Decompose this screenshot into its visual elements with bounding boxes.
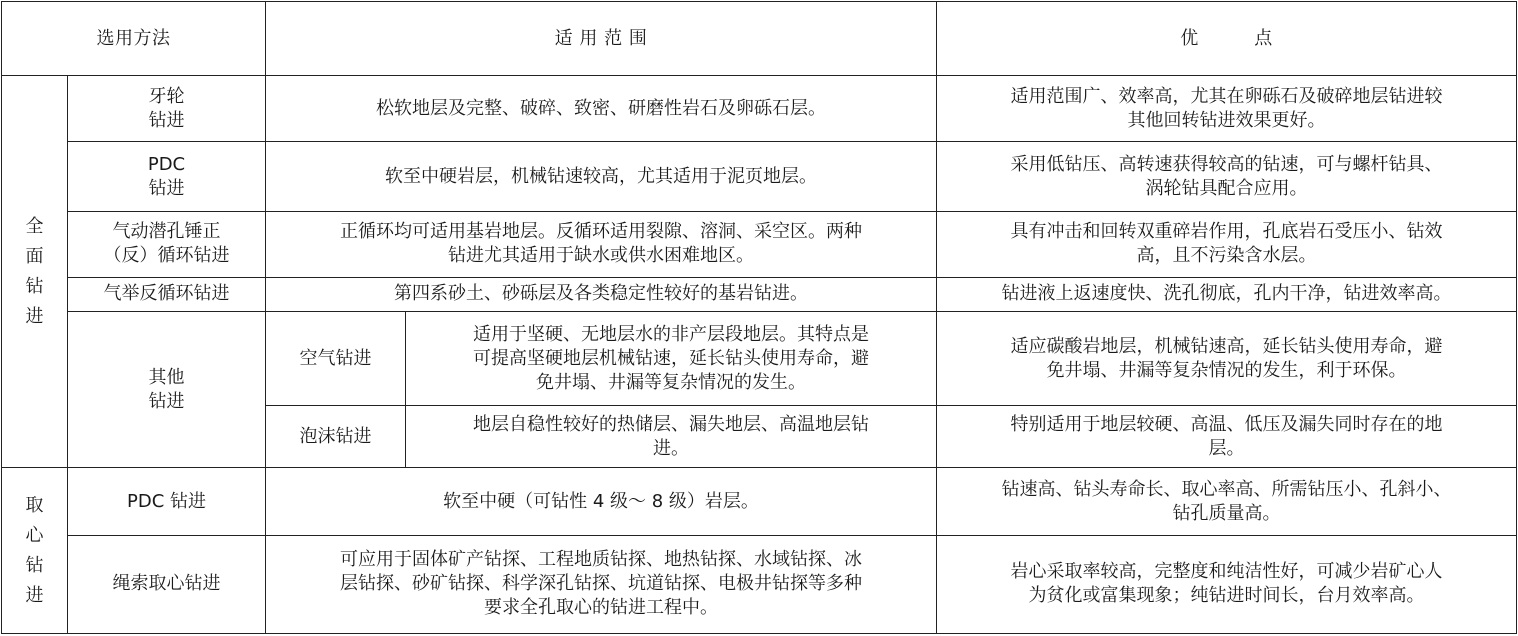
drilling-methods-table <box>1 1 1517 634</box>
merit-wireline-core: 岩心采取率较高，完整度和纯洁性好，可减少岩矿心人 为贫化或富集现象；纯钻进时间长，台月效率高。 <box>937 535 1517 633</box>
scope-pdc-core: 软至中硬（可钻性 4 级～ 8 级）岩层。 <box>266 468 937 535</box>
method-dth-hammer: 气动潜孔锤正 （反）循环钻进 <box>68 211 266 277</box>
header-scope: 适 用 范 围 <box>266 2 937 76</box>
method-air-drilling: 空气钻进 <box>266 311 406 405</box>
table-row <box>2 468 1517 535</box>
table-row <box>2 76 1517 142</box>
header-row <box>2 2 1517 76</box>
method-airlift: 气举反循环钻进 <box>68 277 266 311</box>
scope-airlift: 第四系砂土、砂砾层及各类稳定性较好的基岩钻进。 <box>266 277 937 311</box>
method-roller-bit: 牙轮 钻进 <box>68 76 266 142</box>
table-row <box>2 277 1517 311</box>
merit-air-drilling: 适应碳酸岩地层，机械钻速高，延长钻头使用寿命，避 免井塌、井漏等复杂情况的发生，利于环保。 <box>937 311 1517 405</box>
merit-pdc-core: 钻速高、钻头寿命长、取心率高、所需钻压小、孔斜小、 钻孔质量高。 <box>937 468 1517 535</box>
group-core-drilling: 取 心 钻 进 <box>2 468 68 634</box>
header-method: 选用方法 <box>2 2 266 76</box>
scope-roller-bit: 松软地层及完整、破碎、致密、研磨性岩石及卵砾石层。 <box>266 76 937 142</box>
table-row <box>2 311 1517 405</box>
table-row <box>2 535 1517 633</box>
table-row <box>2 142 1517 211</box>
scope-air-drilling: 适用于坚硬、无地层水的非产层段地层。其特点是 可提高坚硬地层机械钻速，延长钻头使用寿命，避 免井塌、井漏等复杂情况的发生。 <box>406 311 937 405</box>
method-foam-drilling: 泡沫钻进 <box>266 406 406 468</box>
method-pdc-core: PDC 钻进 <box>68 468 266 535</box>
group-full-drilling: 全 面 钻 进 <box>2 76 68 468</box>
merit-airlift: 钻进液上返速度快、洗孔彻底，孔内干净，钻进效率高。 <box>937 277 1517 311</box>
header-merit: 优 点 <box>937 2 1517 76</box>
scope-wireline-core: 可应用于固体矿产钻探、工程地质钻探、地热钻探、水域钻探、冰 层钻探、砂矿钻探、科学深孔钻探、坑道钻探、电极井钻探等多种 要求全孔取心的钻进工程中。 <box>266 535 937 633</box>
method-other: 其他 钻进 <box>68 311 266 467</box>
merit-dth-hammer: 具有冲击和回转双重碎岩作用，孔底岩石受压小、钻效 高，且不污染含水层。 <box>937 211 1517 277</box>
merit-foam-drilling: 特别适用于地层较硬、高温、低压及漏失同时存在的地 层。 <box>937 406 1517 468</box>
scope-pdc: 软至中硬岩层，机械钻速较高，尤其适用于泥页地层。 <box>266 142 937 211</box>
table-row <box>2 211 1517 277</box>
method-pdc: PDC 钻进 <box>68 142 266 211</box>
merit-roller-bit: 适用范围广、效率高，尤其在卵砾石及破碎地层钻进较 其他回转钻进效果更好。 <box>937 76 1517 142</box>
merit-pdc: 采用低钻压、高转速获得较高的钻速，可与螺杆钻具、 涡轮钻具配合应用。 <box>937 142 1517 211</box>
scope-dth-hammer: 正循环均可适用基岩地层。反循环适用裂隙、溶洞、采空区。两种 钻进尤其适用于缺水或供水困难地区。 <box>266 211 937 277</box>
method-wireline-core: 绳索取心钻进 <box>68 535 266 633</box>
scope-foam-drilling: 地层自稳性较好的热储层、漏失地层、高温地层钻 进。 <box>406 406 937 468</box>
